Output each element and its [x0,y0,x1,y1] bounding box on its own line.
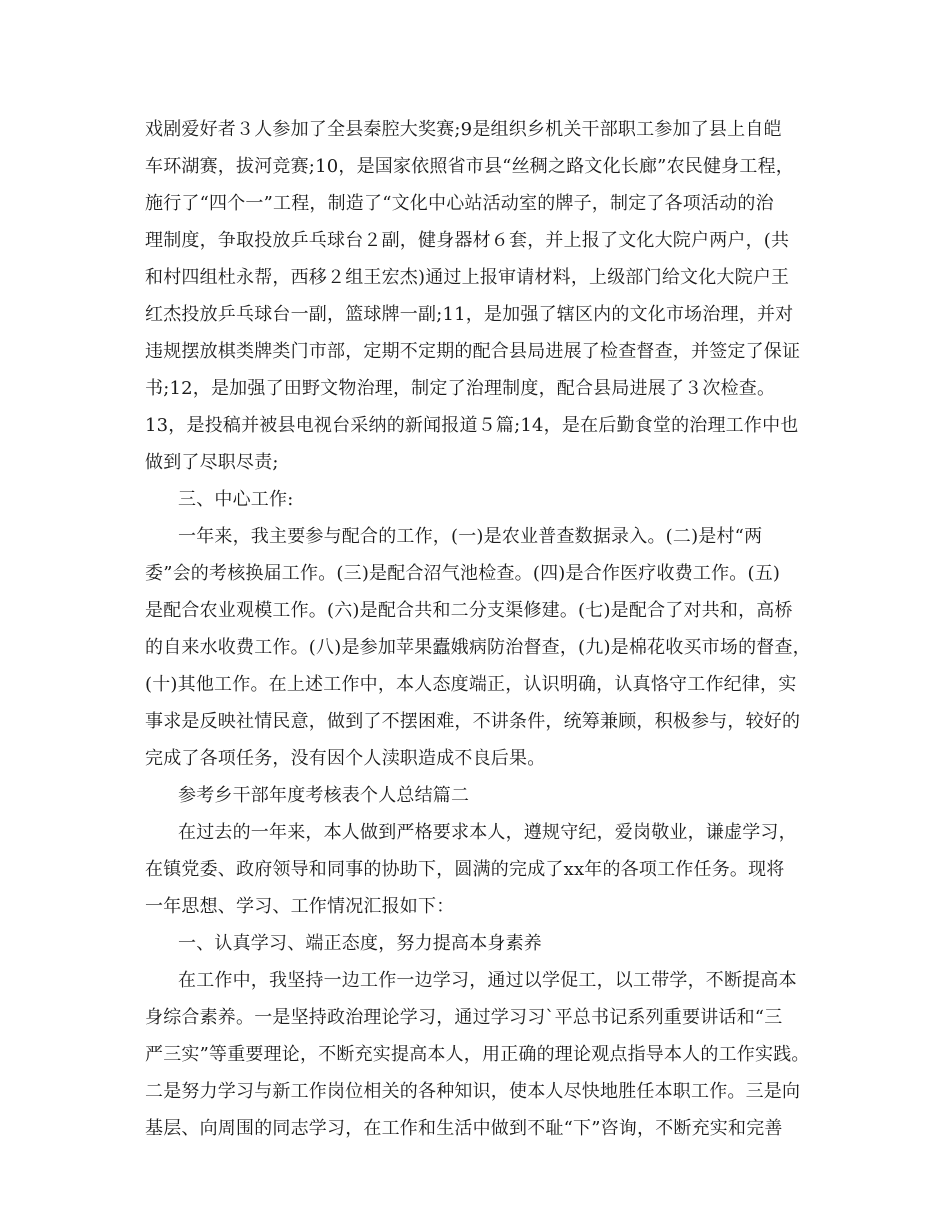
body-text-line: 基层、向周围的同志学习，在工作和生活中做到不耻“下”咨询，不断充实和完善 [145,1118,783,1139]
body-text-line: 在镇党委、政府领导和同事的协助下，圆满的完成了xx年的各项工作任务。现将 [145,859,785,880]
body-text-line: 是配合农业观模工作。(六)是配合共和二分支渠修建。(七)是配合了对共和，高桥 [145,600,793,621]
section-heading: 一、认真学习、端正态度，努力提高本身素养 [178,933,542,954]
body-text-line: 红杰投放乒乓球台一副，篮球牌一副;11，是加强了辖区内的文化市场治理，并对 [145,304,794,325]
body-text-line: 事求是反映社情民意，做到了不摆困难，不讲条件，统筹兼顾，积极参与，较好的 [145,711,801,732]
body-text-line: 施行了“四个一”工程，制造了“文化中心站活动室的牌子，制定了各项活动的治 [145,193,774,214]
body-text-line: 严三实”等重要理论，不断充实提高本人，用正确的理论观点指导本人的工作实践。 [145,1044,810,1065]
body-text-line: 理制度，争取投放乒乓球台２副，健身器材６套，并上报了文化大院户两户，(共 [145,230,790,251]
body-text-line: 戏剧爱好者３人参加了全县秦腔大奖赛;9是组织乡机关干部职工参加了县上自皑 [145,119,782,140]
body-text-line: 车环湖赛，拔河竞赛;10，是国家依照省市县“丝稠之路文化长廊”农民健身工程， [145,156,794,177]
body-text-line: 委”会的考核换届工作。(三)是配合沼气池检查。(四)是合作医疗收费工作。(五) [145,563,781,584]
section-heading: 三、中心工作: [178,489,294,510]
body-text-line: 13，是投稿并被县电视台采纳的新闻报道５篇;14，是在后勤食堂的治理工作中也 [145,415,799,436]
body-text-line: 身综合素养。一是坚持政治理论学习，通过学习习`平总书记系列重要讲话和“三 [145,1007,783,1028]
body-text-line: 完成了各项任务，没有因个人渎职造成不良后果。 [145,748,546,769]
body-text-line: 在工作中，我坚持一边工作一边学习，通过以学促工，以工带学，不断提高本 [178,970,797,991]
body-text-line: 在过去的一年来，本人做到严格要求本人，遵规守纪，爱岗敬业，谦虚学习， [178,822,797,843]
body-text-line: 违规摆放棋类牌类门市部，定期不定期的配合县局进展了检查督查，并签定了保证 [145,341,801,362]
body-text-line: 的自来水收费工作。(八)是参加苹果蠹娥病防治督查，(九)是棉花收买市场的督查， [145,637,811,658]
body-text-line: (十)其他工作。在上述工作中，本人态度端正，认识明确，认真恪守工作纪律，实 [145,674,797,695]
body-text-line: 和村四组杜永帮，西移２组王宏杰)通过上报审请材料，上级部门给文化大院户王 [145,267,790,288]
body-text-line: 做到了尽职尽责; [145,452,279,473]
article-subtitle: 参考乡干部年度考核表个人总结篇二 [178,785,470,806]
body-text-line: 书;12，是加强了田野文物治理，制定了治理制度，配合县局进展了３次检查。 [145,378,776,399]
body-text-line: 一年来，我主要参与配合的工作，(一)是农业普查数据录入。(二)是村“两 [178,526,763,547]
body-text-line: 二是努力学习与新工作岗位相关的各种知识，使本人尽快地胜任本职工作。三是向 [145,1081,801,1102]
body-text-line: 一年思想、学习、工作情况汇报如下： [145,896,455,917]
